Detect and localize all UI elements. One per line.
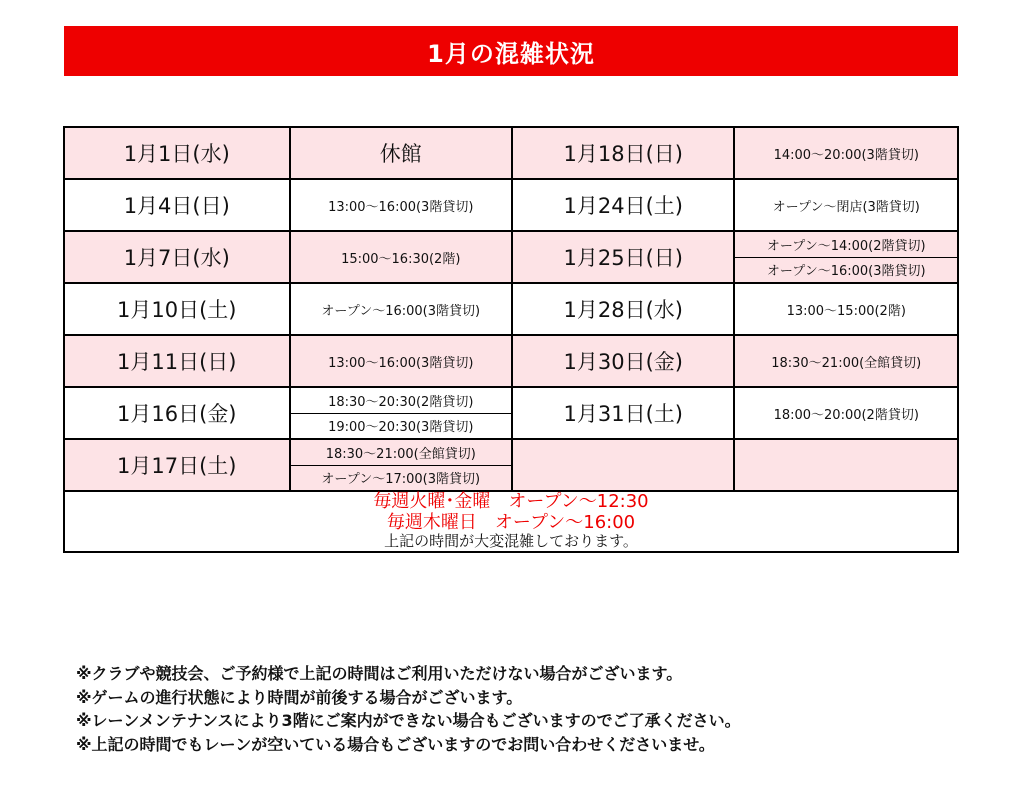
date-label: 1月7日(水) bbox=[123, 246, 230, 270]
time-cell bbox=[290, 439, 512, 491]
time-slot: 18:30～21:00(全館貸切) bbox=[771, 355, 922, 371]
time-slot: 15:00～16:30(2階) bbox=[341, 251, 461, 267]
date-label: 1月24日(土) bbox=[563, 194, 683, 218]
schedule-row bbox=[64, 335, 958, 387]
schedule-row bbox=[64, 439, 958, 491]
time-slot: オープン～17:00(3階貸切) bbox=[291, 465, 511, 491]
date-label: 1月31日(土) bbox=[563, 402, 683, 426]
time-slot: 13:00～16:00(3階貸切) bbox=[328, 355, 474, 371]
date-label: 1月17日(土) bbox=[117, 454, 237, 478]
time-slot: 18:30～20:30(2階貸切) bbox=[328, 394, 474, 410]
date-label: 1月18日(日) bbox=[563, 142, 683, 166]
date-cell bbox=[512, 231, 734, 283]
notice-peak-line: 毎週木曜日 オープン～16:00 bbox=[386, 511, 636, 533]
time-slot: 18:00～20:00(2階貸切) bbox=[773, 407, 919, 423]
time-cell bbox=[290, 127, 512, 179]
date-label: 1月10日(土) bbox=[117, 298, 237, 322]
date-cell bbox=[512, 387, 734, 439]
footnote: ※ゲームの進行状態により時間が前後する場合がございます。 bbox=[76, 687, 523, 707]
time-cell bbox=[734, 387, 958, 439]
time-cell bbox=[734, 283, 958, 335]
time-slot: 19:00～20:30(3階貸切) bbox=[291, 413, 511, 439]
time-cell bbox=[290, 179, 512, 231]
date-cell bbox=[512, 127, 734, 179]
time-slot: 14:00～20:00(3階貸切) bbox=[773, 147, 919, 163]
notice-caption: 上記の時間が大変混雑しております。 bbox=[384, 532, 638, 551]
date-label: 1月28日(水) bbox=[563, 298, 683, 322]
date-cell bbox=[512, 179, 734, 231]
footnote: ※上記の時間でもレーンが空いている場合もございますのでお問い合わせくださいませ。 bbox=[76, 734, 715, 754]
schedule-row bbox=[64, 231, 958, 283]
time-slot: 18:30～21:00(全館貸切) bbox=[325, 446, 476, 462]
time-slot: オープン～閉店(3階貸切) bbox=[772, 199, 920, 215]
time-slot: オープン～14:00(2階貸切) bbox=[766, 238, 926, 254]
footnote: ※クラブや競技会、ご予約様で上記の時間はご利用いただけない場合がございます。 bbox=[76, 664, 683, 683]
date-cell bbox=[64, 439, 290, 491]
date-label: 1月4日(日) bbox=[123, 194, 230, 218]
time-cell bbox=[290, 231, 512, 283]
time-cell bbox=[734, 335, 958, 387]
date-cell bbox=[64, 127, 290, 179]
date-cell bbox=[64, 231, 290, 283]
time-slot: 13:00～16:00(3階貸切) bbox=[328, 199, 474, 215]
notice-cell bbox=[64, 491, 958, 552]
time-cell bbox=[290, 387, 512, 439]
notice-peak-line: 毎週火曜･金曜 オープン～12:30 bbox=[373, 491, 649, 512]
date-label: 1月30日(金) bbox=[563, 350, 683, 374]
closed-label: 休館 bbox=[379, 142, 422, 166]
date-label: 1月1日(水) bbox=[123, 142, 230, 166]
time-slot: 13:00～15:00(2階) bbox=[786, 303, 906, 319]
page-title: 1月の混雑状況 bbox=[64, 26, 958, 76]
notice-row bbox=[64, 491, 958, 552]
schedule-row bbox=[64, 127, 958, 179]
date-label: 1月11日(日) bbox=[117, 350, 237, 374]
date-cell bbox=[64, 283, 290, 335]
time-cell bbox=[734, 127, 958, 179]
schedule-table bbox=[63, 126, 959, 553]
date-cell bbox=[64, 179, 290, 231]
schedule-row bbox=[64, 179, 958, 231]
footnotes bbox=[76, 662, 741, 756]
schedule-row bbox=[64, 283, 958, 335]
time-slot: オープン～16:00(3階貸切) bbox=[735, 257, 957, 283]
time-cell bbox=[290, 335, 512, 387]
date-label: 1月16日(金) bbox=[117, 402, 237, 426]
time-cell bbox=[290, 283, 512, 335]
footnote: ※レーンメンテナンスにより3階にご案内ができない場合もございますのでご了承ください。 bbox=[76, 711, 741, 730]
time-cell bbox=[734, 179, 958, 231]
date-cell bbox=[512, 335, 734, 387]
schedule-row bbox=[64, 387, 958, 439]
time-cell bbox=[734, 231, 958, 283]
date-label: 1月25日(日) bbox=[563, 246, 683, 270]
date-cell bbox=[64, 335, 290, 387]
date-cell bbox=[512, 439, 734, 491]
date-cell bbox=[64, 387, 290, 439]
date-cell bbox=[512, 283, 734, 335]
time-cell bbox=[734, 439, 958, 491]
time-slot: オープン～16:00(3階貸切) bbox=[321, 303, 481, 319]
